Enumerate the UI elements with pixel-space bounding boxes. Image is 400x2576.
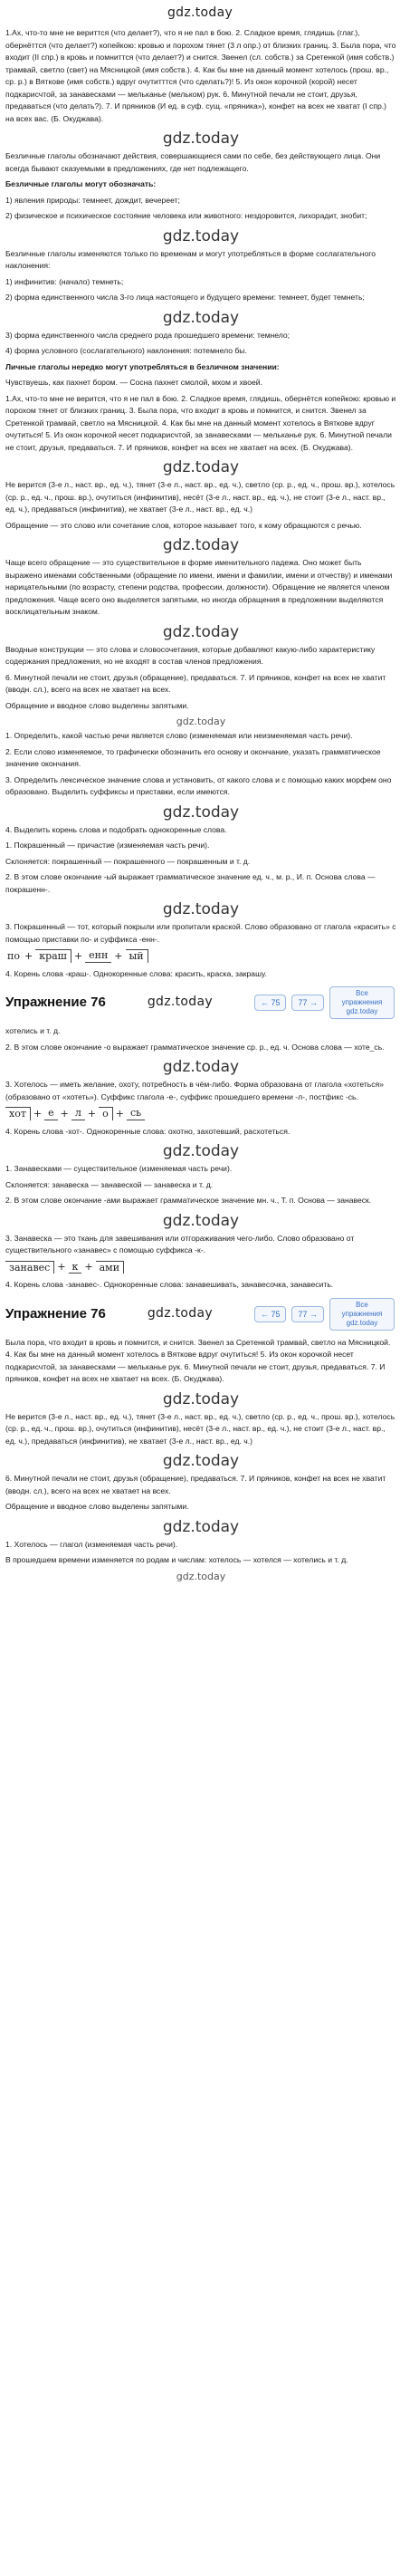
address-example: 6. Минутной печали не стоит, друзья (обращение), предаваться. 7. И пряников, конфет на всех не хватит (вводн. сл.), всего на всех не хватает на всех. [5, 672, 386, 694]
all-exercises-button[interactable]: Все упражнения gdz.today [329, 1298, 395, 1331]
watermark: gdz.today [176, 1570, 226, 1582]
parse-line: 3. Хотелось — иметь желание, охоту, потребность в чём-либо. Форма образована от глагола «хотеться» (образовано от «хотеть»). Суффикс глагола -е-, суффикс прошедшего времени -л-, постфикс -сь. [5, 1080, 384, 1101]
content-block-3 [0, 1337, 400, 1583]
morpheme-scheme-pokrashenny: по + краш + енн + ый [5, 949, 396, 963]
watermark: gdz.today [162, 1211, 240, 1230]
nav-controls [254, 986, 395, 1019]
parse-line: 4. Корень слова -краш-. Однокоренные слова: красить, краска, закрашу. [5, 968, 267, 978]
morpheme-suffix: е [44, 1107, 58, 1120]
all-exercises-button[interactable]: Все упражнения gdz.today [329, 986, 395, 1019]
watermark: gdz.today [162, 308, 240, 327]
content-block-2 [0, 1025, 400, 1292]
watermark: gdz.today [162, 1452, 240, 1470]
morpheme-suffix: енн [85, 949, 111, 963]
morpheme-root: краш [35, 949, 71, 963]
parse-line: В прошедшем времени изменяется по родам и числам: хотелось — хотелся — хотелись и т. д. [5, 1555, 348, 1564]
morpheme-scheme-zanaveskami: занавес + к + ами [5, 1261, 396, 1274]
morpheme-scheme-hotelos: хот + е + л + о + сь [5, 1107, 396, 1120]
watermark: gdz.today [162, 622, 240, 641]
prev-exercise-button[interactable]: ← 75 [254, 995, 287, 1011]
morpheme-ending: ый [126, 949, 148, 963]
site-logo[interactable]: gdz.today [167, 5, 233, 21]
morpheme-ending: о [99, 1107, 113, 1120]
exercise-nav-2 [0, 1297, 400, 1331]
morpheme-suffix: к [69, 1261, 82, 1274]
watermark: gdz.today [162, 458, 240, 476]
exercise-text-clean: 1.Ах, что-то мне не верится, что я не пал в бою. 2. Сладкое время, глядишь, обернётся копейкою: кровью и порохом тянет от близких границ. 3. Была пора, что входит в кровь и помнится, и снится. Звенел за Сретенкой трамвай, светло на Мясницкой. 4. Как бы мне на данный момент хотелось в Вяткове вдруг очутиться! 5. Из окон корочкой несет подкарисчтой, за занавесками — мельканье рук. 6. Минутной печали не стоит, друзья, предаваться. 7. И пряников, конфет на всех не хватает на всех. (Б. Окуджава). [5, 393, 396, 452]
parse-line: 2. В этом слове окончание -о выражает грамматическое значение ср. р., ед. ч. Основа слова — хоте_сь. [5, 1042, 385, 1052]
header [0, 0, 400, 27]
watermark: gdz.today [162, 1142, 240, 1160]
parse-step: 4. Выделить корень слова и подобрать однокоренные слова. [5, 824, 227, 834]
next-exercise-button[interactable]: 77 → [291, 995, 324, 1011]
parse-step: 2. Если слово изменяемое, то графически обозначить его основу и окончание, указать грамматическое значение окончания. [5, 746, 381, 768]
morpheme-root: хот [5, 1107, 31, 1120]
parse-line: 1. Занавесками — существительное (изменяемая часть речи). [5, 1164, 233, 1173]
paragraph-impersonal-definition: Безличные глаголы обозначают действия, совершающиеся сами по себе, без действующего лица. Они всегда бывают сказуемыми в предложениях, где нет подлежащего. [5, 151, 381, 173]
example-sentence: Чувствуешь, как пахнет бором. — Сосна пахнет смолой, мхом и хвоей. [5, 378, 262, 387]
morpheme-suffix: л [71, 1107, 85, 1120]
morpheme-root: занавес [5, 1261, 54, 1274]
list-item: 1) явления природы: темнеет, дождит, вечереет; [5, 195, 180, 205]
list-item: 1) инфинитив: (начало) темнеть; [5, 276, 124, 286]
next-exercise-button[interactable]: 77 → [291, 1306, 324, 1322]
watermark: gdz.today [162, 900, 240, 918]
watermark: gdz.today [162, 1517, 240, 1536]
parse-line: 3. Занавеска — это ткань для завешивания или отгораживания чего-либо. Слово образовано от существительного «занавес» с помощью суффикса -к-. [5, 1233, 355, 1254]
morpheme-ending: ами [96, 1261, 124, 1274]
watermark: gdz.today [162, 1058, 240, 1076]
parse-line: 2. В этом слове окончание -ами выражает грамматическое значение мн. ч., Т. п. Основа — занавеск. [5, 1196, 372, 1205]
exercise-title: Упражнение 76 [5, 1305, 106, 1322]
parse-line: 1. Покрашенный — причастие (изменяемая часть речи). [5, 841, 210, 850]
address-example: 6. Минутной печали не стоит, друзья (обращение), предаваться. 7. И пряников, конфет на всех не хватит (вводн. сл.), всего на всех не хватает на всех. [5, 1474, 386, 1495]
exercise-text-clean: Была пора, что входит в кровь и помнится, и снится. Звенел за Сретенкой трамвай, светло на Мясницкой. 4. Как бы мне на данный момент хотелось в Вяткове вдруг очутиться! 5. Из окон корочкой несет подкарисчтой, за занавесками — мельканье рук. 6. Минутной печали не стоит, друзья, предаваться. 7. И пряников, конфет на всех не хватает на всех. (Б. Окуджава). [5, 1337, 391, 1383]
content-block-1 [0, 27, 400, 980]
parse-line: 4. Корень слова -хот-. Однокоренные слова: охотно, захотевший, расхотеться. [5, 1126, 290, 1136]
paragraph-personal-impersonal: Личные глаголы нередко могут употребляться в безличном значении: [5, 361, 280, 371]
watermark: gdz.today [162, 226, 240, 245]
parse-step: 3. Определить лексическое значение слова и установить, от какого слова и с помощью каких морфем оно образовано. Выделить суффиксы и приставки, если имеются. [5, 774, 392, 796]
list-item: 2) физическое и психическое состояние человека или животного: нездоровится, лихорадит, знобит; [5, 211, 367, 220]
paragraph-address-details: Чаще всего обращение — это существительное в форме именительного падежа. Оно может быть выражено именами собственными (обращение по имени, имени и фамилии, имени и отчеству) и именами нарицательными (по возрасту, степени родства, профессии, должности). Обращение не является членом предложения. Чаще всего оно выделяется запятыми, но иногда обращения в предложении выделяются восклицательным знаком. [5, 558, 393, 616]
parse-line: 1. Хотелось — глагол (изменяемая часть речи). [5, 1539, 178, 1549]
address-note: Обращение и вводное слово выделены запятыми. [5, 1502, 189, 1511]
morpheme-postfix: сь [127, 1107, 145, 1120]
list-item: 2) форма единственного числа 3-го лица настоящего и будущего времени: темнеет, будет темнеть; [5, 293, 365, 302]
watermark: gdz.today [147, 995, 213, 1010]
list-item: 3) форма единственного числа среднего рода прошедшего времени: темнело; [5, 330, 290, 340]
parse-line: 2. В этом слове окончание -ый выражает грамматическое значение ед. ч., м. р., И. п. Основа слова — покрашенн-. [5, 872, 376, 894]
heading-impersonal-meanings: Безличные глаголы могут обозначать: [5, 179, 157, 188]
watermark: gdz.today [162, 1389, 240, 1408]
watermark: gdz.today [176, 716, 226, 727]
parse-line: 3. Покрашенный — тот, который покрыли или пропитали краской. Слово образовано от глагола «красить» с помощью приставки по- и суффикса -енн-. [5, 922, 396, 944]
exercise-nav [0, 985, 400, 1020]
paragraph-address-definition: Обращение — это слово или сочетание слов, которое называет того, к кому обращаются с речью. [5, 520, 362, 530]
parse-line: 4. Корень слова -занавес-. Однокоренные слова: занавешивать, занавесочка, занавесить. [5, 1280, 334, 1289]
parse-line: Склоняется: покрашенный — покрашенного — покрашенным и т. д. [5, 856, 251, 866]
paragraph-introductory: Вводные конструкции — это слова и словосочетания, которые добавляют какую-либо характеристику содержания предложения, но не входят в состав членов предложения. [5, 644, 376, 666]
watermark: gdz.today [162, 536, 240, 554]
watermark: gdz.today [147, 1305, 213, 1321]
parse-step: 1. Определить, какой частью речи является слово (изменяемая или неизменяемая часть речи). [5, 731, 353, 740]
exercise-text-annotated: 1.Ах, что-то мне не вериттся (что делает?), что я не пал в бою. 2. Сладкое время, глядишь (глаг.), обернёттся (что делает?) копейкою: кровью и порохом тянет (3 л опр.) от близких границ. 3. Была пора, что входит (II спр.) в кровь и помниттся (чтo делает?) и снится. Звенел (сл. собств.) за Сретенкой (имя собств.) трамвай, светло (свет) на Мясницкой (имя собств.). 4. Как бы мне на данный момент хотелось (прош. вр., ср. р.) в Вяткове (имя собств.) вдруг очутитттся (что сделать?)! 5. Из окон корочкой (корой) несет подкарисчтой, за занавесками — мельканье (мельком) рук. 6. Минутной печали не стоит, друзья, предаваться (что делать?). 7. И пряников (И ед. в суф. сущ. «пряника»), конфет на всех не хватат (I спр.) на всех вас. (Б. Окуджава). [5, 28, 396, 123]
nav-controls [254, 1298, 395, 1331]
prev-exercise-button[interactable]: ← 75 [254, 1306, 287, 1322]
watermark: gdz.today [162, 130, 240, 148]
verb-analysis: Не верится (3-е л., наст. вр., ед. ч.), тянет (3-е л., наст. вр., ед. ч.), светло (ср. р., ед. ч., прош. вр.), хотелось (ср. р., ед. ч., прош. вр.), очутиться (инфинитив), несёт (3-е л., наст. вр., ед. ч.), не стоит (3-е л., наст. вр., ед. ч.), предаваться (инфинитив), не хватает (3-е л., наст. вр., ед. ч.) [5, 480, 395, 514]
watermark: gdz.today [162, 803, 240, 822]
paragraph-impersonal-forms: Безличные глаголы изменяются только по временам и могут употребляться в форме сослагательного наклонения: [5, 248, 376, 270]
exercise-title: Упражнение 76 [5, 995, 106, 1011]
parse-line: хотелись и т. д. [5, 1026, 61, 1035]
list-item: 4) форма условного (сослагательного) наклонения: потемнело бы. [5, 346, 247, 355]
parse-line: Склоняется: занавеска — занавеской — занавеска и т. д. [5, 1179, 214, 1189]
morpheme-prefix: по [7, 949, 20, 962]
verb-analysis: Не верится (3-е л., наст. вр., ед. ч.), тянет (3-е л., наст. вр., ед. ч.), светло (ср. р., ед. ч., прош. вр.), хотелось (ср. р., ед. ч., прош. вр.), очутиться (инфинитив), несёт (3-е л., наст. вр., ед. ч.), не стоит (3-е л., наст. вр., ед. ч.), предаваться (инфинитив), не хватает (3-е л., наст. вр., ед. ч.) [5, 1411, 395, 1446]
address-note: Обращение и вводное слово выделены запятыми. [5, 700, 189, 710]
